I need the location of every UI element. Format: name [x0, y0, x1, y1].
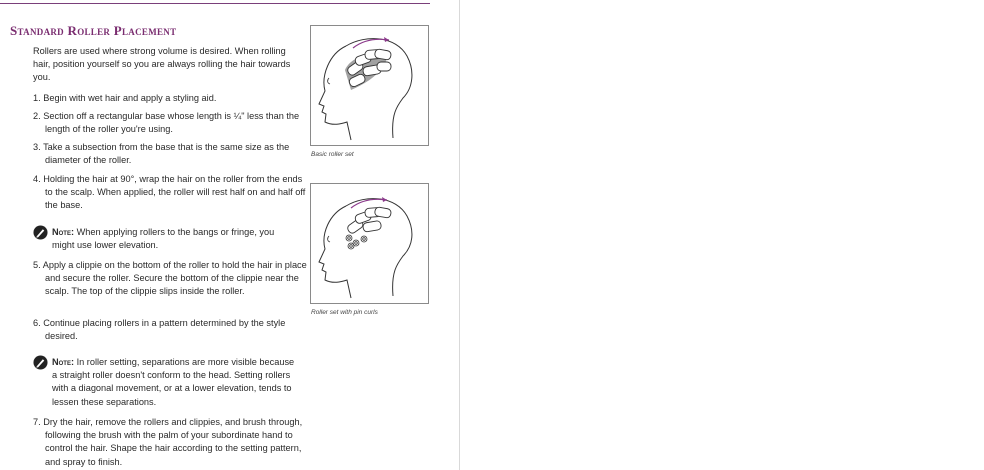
section-title: Standard Roller Placement — [10, 23, 177, 38]
roller-row — [346, 207, 391, 235]
step-number: 3. — [33, 142, 41, 152]
step-text: Section off a rectangular base whose length is ¼" less than the length of the roller you're using. — [43, 111, 300, 135]
step-text: Take a subsection from the base that is the same size as the diameter of the roller. — [43, 142, 290, 166]
top-rule — [0, 3, 430, 4]
head-rollers-illustration — [311, 26, 428, 145]
figure-caption: Roller set with pin curls — [311, 309, 378, 316]
step-number: 1. — [33, 93, 41, 103]
step-number: 5. — [33, 260, 41, 270]
step-number: 7. — [33, 417, 41, 427]
step-5 — [33, 259, 307, 299]
document-page — [0, 0, 460, 470]
figure-basic-roller-set — [310, 25, 429, 146]
page-gutter-divider — [459, 0, 460, 470]
step-1 — [33, 92, 307, 105]
note-pencil-icon — [33, 355, 48, 370]
step-text: Dry the hair, remove the rollers and clippies, and brush through, following the brush with the palm of your subordinate hand to control the hair. Shape the hair according to the setting pattern, and spray to finish. — [43, 417, 303, 467]
note-label: Note: — [52, 357, 75, 367]
step-number: 4. — [33, 174, 41, 184]
note-1 — [33, 226, 295, 252]
figure-roller-set-pin-curls — [310, 183, 429, 304]
step-2 — [33, 110, 307, 136]
step-4 — [33, 173, 307, 213]
roller-row — [346, 49, 391, 88]
step-text: Begin with wet hair and apply a styling aid. — [43, 93, 217, 103]
note-text: When applying rollers to the bangs or fringe, you might use lower elevation. — [52, 227, 275, 251]
pin-curls — [346, 235, 367, 249]
direction-arrow — [351, 199, 387, 208]
step-7 — [33, 416, 307, 469]
note-text: In roller setting, separations are more visible because a straight roller doesn't conform to the head. Setting rollers with a diagonal movement, or at a lower elevation, tends to lessen these separations. — [52, 357, 295, 407]
head-rollers-pincurls-illustration — [311, 184, 428, 303]
note-2 — [33, 356, 295, 409]
note-label: Note: — [52, 227, 75, 237]
step-6 — [33, 317, 307, 343]
step-text: Apply a clippie on the bottom of the roller to hold the hair in place and secure the roller. Secure the bottom of the clippie near the scalp. The top of the clippie slips inside the roller. — [42, 260, 307, 297]
step-text: Continue placing rollers in a pattern determined by the style desired. — [43, 318, 286, 342]
note-pencil-icon — [33, 225, 48, 240]
figure-caption: Basic roller set — [311, 151, 354, 158]
step-3 — [33, 141, 307, 167]
intro-paragraph: Rollers are used where strong volume is desired. When rolling hair, position yourself so you are always rolling the hair towards you. — [33, 46, 291, 83]
step-number: 2. — [33, 111, 41, 121]
step-text: Holding the hair at 90°, wrap the hair on the roller from the ends to the scalp. When applied, the roller will rest half on and half off the base. — [43, 174, 306, 211]
step-number: 6. — [33, 318, 41, 328]
